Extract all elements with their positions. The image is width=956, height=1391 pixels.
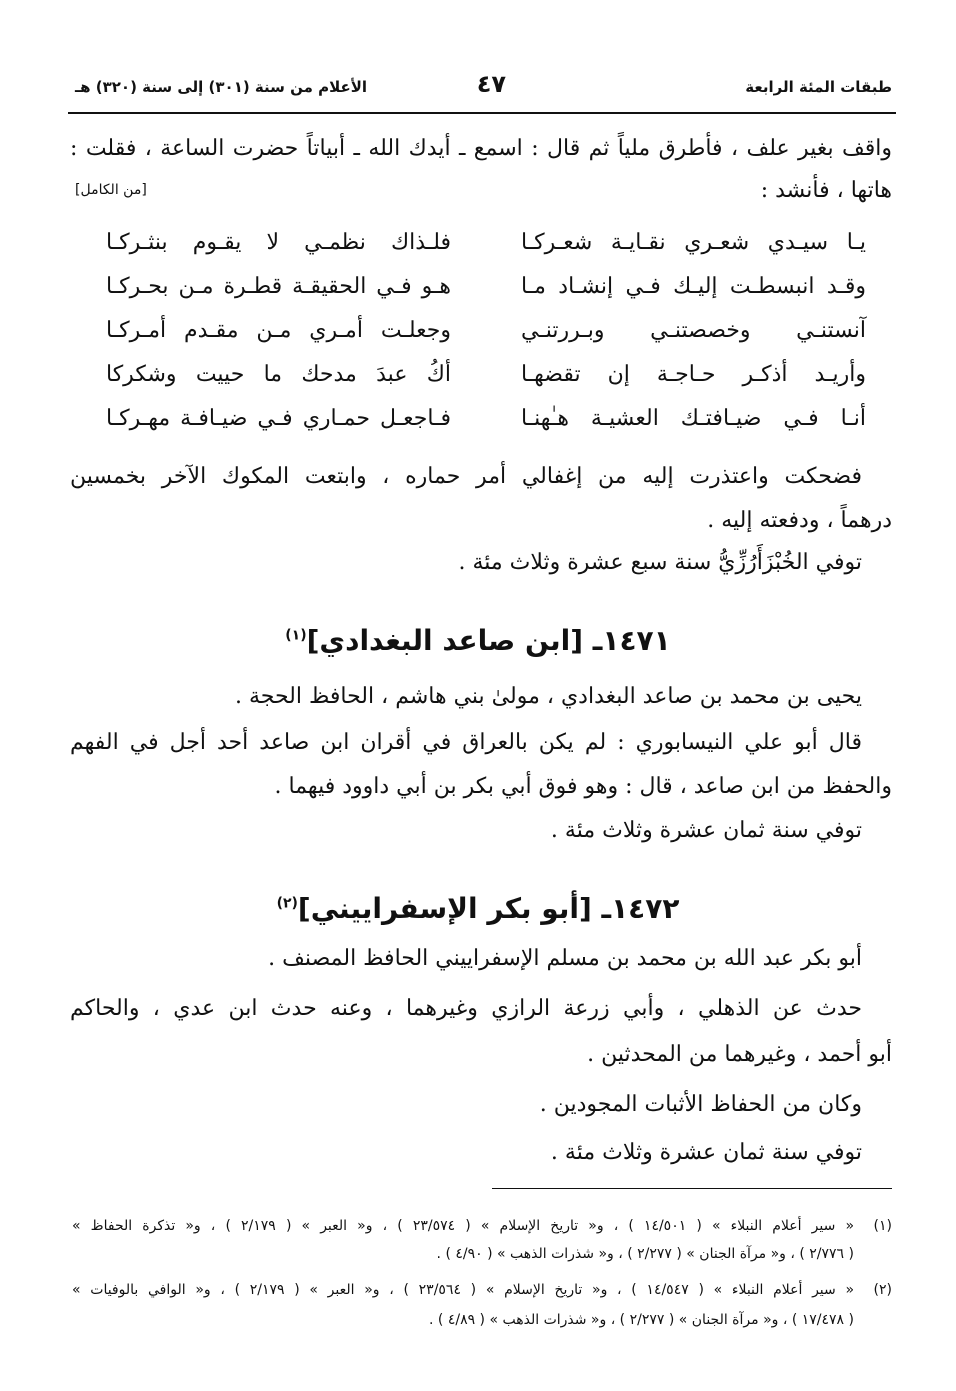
- entry-1471-line-2: قال أبو علي النيسابوري : لم يكن بالعراق في أقران ابن صاعد أحد أجل في الفهم: [70, 730, 862, 755]
- entry-heading-1472: [0, 892, 956, 925]
- footnote-number: (٢): [873, 1282, 892, 1298]
- footnote-2-cont: [72, 1308, 892, 1332]
- verse-left: هـو فـي الحقيقـة قطـرة مـن بحـركـا: [106, 274, 451, 299]
- verse-right: آنستنـي وخصصتنـي وبـررتنـي: [521, 318, 866, 343]
- page-number: ٤٧: [476, 70, 506, 98]
- intro-line-2: هاتها ، فأنشد :: [760, 178, 892, 203]
- intro-line-1: واقف بغير علف ، فأطرق ملياً ثم قال : اسمع ـ أيدك الله ـ أبياتاً حضرت الساعة ، فقلت :: [70, 136, 892, 161]
- running-head-range: الأعلام من سنة (٣٠١) إلى سنة (٣٢٠) هـ: [75, 78, 368, 96]
- meter-tag: [من الكامل]: [75, 182, 147, 198]
- entry-heading-1471: [0, 624, 956, 657]
- entry-1471-line-1: يحيى بن محمد بن صاعد البغدادي ، مولىٰ بني هاشم ، الحافظ الحجة .: [235, 684, 862, 709]
- entry-1472-line-2: حدث عن الذهلي ، وأبي زرعة الرازي وغيرهما ، وعنه حدث ابن عدي ، والحاكم: [70, 996, 862, 1021]
- footnote-ref: (٢): [276, 895, 298, 912]
- entry-1471-line-4: توفي سنة ثمان عشرة وثلاث مئة .: [550, 818, 862, 843]
- entry-title: ١٤٧٢ـ [أبو بكر الإسفراييني]: [297, 892, 680, 925]
- entry-1471-line-3: والحفظ من ابن صاعد ، قال : وهو فوق أبي بكر بن أبي داوود فيهما .: [274, 774, 892, 799]
- footnote-1-cont: [72, 1242, 892, 1266]
- verse-right: وقـد انبسطـت إليـك فـي إنشـاد مـا: [521, 274, 866, 299]
- entry-title: ١٤٧١ـ [ابن صاعد البغدادي]: [306, 624, 671, 657]
- footnote-text: « سير أعلام النبلاء » ( ١٤/٥٠١ ) ، و« تاريخ الإسلام » ( ٢٣/٥٧٤ ) ، و« العبر » ( ٢/١٧٩ ) ، و« تذكرة الحفاظ »: [72, 1218, 855, 1234]
- footnote-text: « سير أعلام النبلاء » ( ١٤/٥٤٧ ) ، و« تاريخ الإسلام » ( ٢٣/٥٦٤ ) ، و« العبر » ( ٢/١٧٩ ) ، و« الوافي بالوفيات »: [72, 1282, 855, 1298]
- verse-left: فـاجعـل حمـاري فـي ضيـافـة مهـركـا: [106, 406, 451, 431]
- footnote-2: [72, 1278, 892, 1302]
- after-poem-line-1: فضحكت واعتذرت إليه من إغفالي أمر حماره ، وابتعت المكوك الآخر بخمسين: [70, 464, 862, 489]
- verse-left: فلـذاك نظمـي لا يقـوم بنثـركـا: [106, 230, 451, 255]
- running-head-book: طبقات المئة الرابعة: [745, 78, 892, 96]
- verse-left: وجعلـت أمـري مـن مقـدم أمـركـا: [106, 318, 451, 343]
- footnote-1: [72, 1214, 892, 1238]
- verse-right: وأريـد أذكـر حـاجـة إن تقضهـا: [521, 362, 866, 387]
- verse-right: أنـا فـي ضيـافتـك العشيـة هـٰهنـا: [521, 406, 866, 431]
- footnote-number: (١): [873, 1218, 892, 1234]
- footnote-text: ( ٢/٧٧٦ ) ، و« مرآة الجنان » ( ٢/٢٧٧ ) ، و« شذرات الذهب » ( ٤/٩٠ ) .: [436, 1246, 854, 1262]
- footnote-ref: (١): [285, 627, 307, 644]
- header-rule: [68, 112, 896, 114]
- verse-right: يـا سيـدي شعـري نقـايـة شعـركـا: [521, 230, 866, 255]
- entry-1472-line-4: وكان من الحفاظ الأثبات المجودين .: [539, 1092, 862, 1117]
- entry-1472-line-1: أبو بكر عبد الله بن محمد بن مسلم الإسفراييني الحافظ المصنف .: [268, 946, 862, 971]
- entry-1472-line-3: أبو أحمد ، وغيرهما من المحدثين .: [587, 1042, 892, 1067]
- entry-1472-line-5: توفي سنة ثمان عشرة وثلاث مئة .: [550, 1140, 862, 1165]
- death-note: توفي الخُبْزَأَرُزِّيُّ سنة سبع عشرة وثلاث مئة .: [458, 550, 862, 575]
- after-poem-line-2: درهماً ، ودفعته إليه .: [707, 508, 892, 533]
- verse-left: أكُ عبدَ مدحك ما حييت وشكركا: [106, 362, 451, 387]
- footnote-text: ( ١٧/٤٧٨ ) ، و« مرآة الجنان » ( ٢/٢٧٧ ) ، و« شذرات الذهب » ( ٤/٨٩ ) .: [429, 1312, 854, 1328]
- footnote-rule: [492, 1188, 892, 1189]
